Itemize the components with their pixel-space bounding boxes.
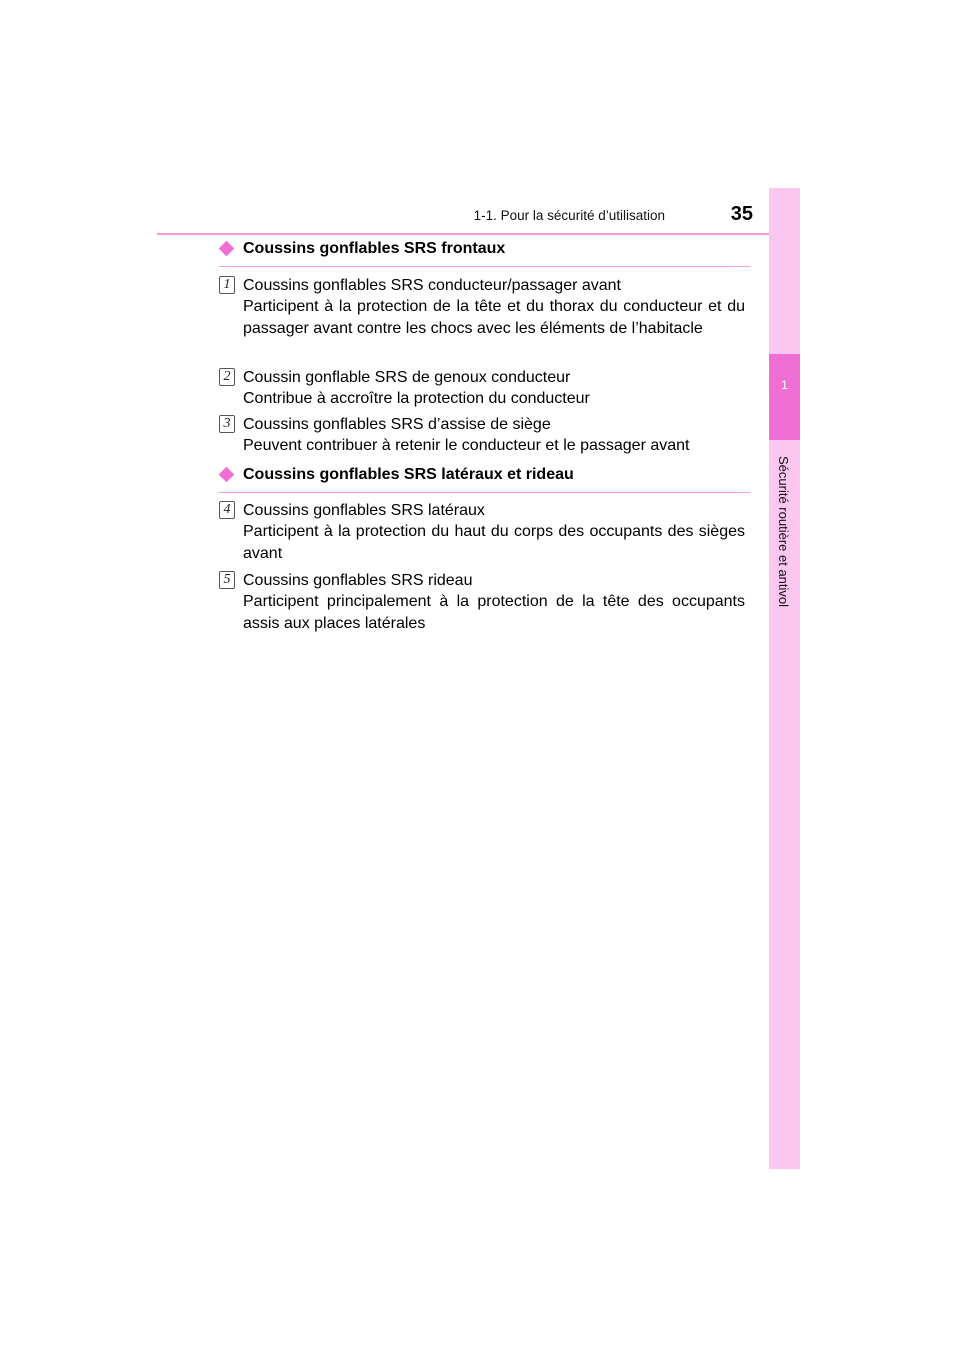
subheading-title: Coussins gonflables SRS frontaux xyxy=(243,240,506,257)
subheading-side-curtain xyxy=(219,466,750,493)
item-heading: Coussins gonflables SRS d’assise de siège xyxy=(243,416,551,433)
list-item xyxy=(219,414,745,457)
chapter-sidebar xyxy=(769,188,800,1169)
subheading-title: Coussins gonflables SRS latéraux et rideau xyxy=(243,466,574,483)
item-description: Participent principalement à la protection de la tête des occupants assis aux places latérales xyxy=(243,593,745,632)
number-badge: 5 xyxy=(219,571,235,589)
list-item xyxy=(219,275,745,340)
item-heading: Coussins gonflables SRS rideau xyxy=(243,572,473,589)
item-description: Peuvent contribuer à retenir le conducteur et le passager avant xyxy=(243,437,690,454)
section-title: 1-1. Pour la sécurité d’utilisation xyxy=(473,208,665,223)
number-badge: 2 xyxy=(219,368,235,386)
page-header xyxy=(157,203,798,235)
item-description: Participent à la protection du haut du corps des occupants des sièges avant xyxy=(243,523,745,562)
list-item xyxy=(219,570,745,635)
list-item xyxy=(219,500,745,565)
chapter-number: 1 xyxy=(781,378,788,392)
list-item xyxy=(219,367,745,410)
chapter-tab xyxy=(769,354,800,440)
number-badge: 3 xyxy=(219,415,235,433)
page-number: 35 xyxy=(730,203,753,225)
subheading-frontal xyxy=(219,240,750,267)
item-description: Contribue à accroître la protection du conducteur xyxy=(243,390,590,407)
item-heading: Coussins gonflables SRS latéraux xyxy=(243,502,485,519)
item-heading: Coussins gonflables SRS conducteur/passager avant xyxy=(243,277,621,294)
chapter-title: Sécurité routière et antivol xyxy=(776,456,791,608)
number-badge: 1 xyxy=(219,276,235,294)
item-description: Participent à la protection de la tête et du thorax du conducteur et du passager avant contre les chocs avec les éléments de l’habitacle xyxy=(243,298,745,337)
diamond-bullet-icon xyxy=(219,467,235,483)
item-heading: Coussin gonflable SRS de genoux conducteur xyxy=(243,369,571,386)
number-badge: 4 xyxy=(219,501,235,519)
diamond-bullet-icon xyxy=(219,241,235,257)
